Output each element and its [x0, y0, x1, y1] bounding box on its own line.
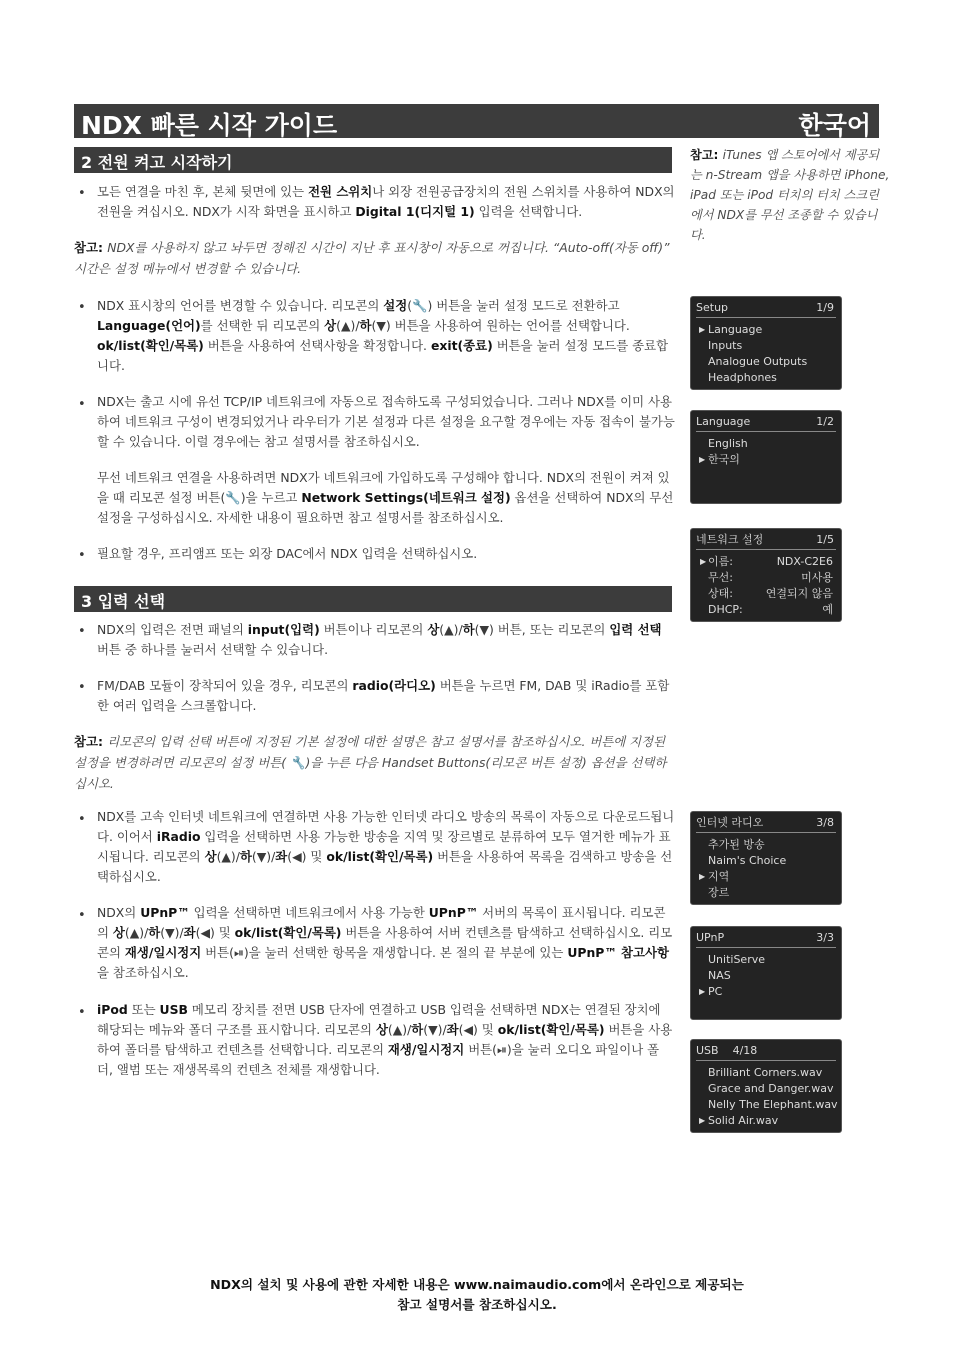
display-title: Language — [696, 415, 751, 428]
display-item: ▶ Solid Air.wav — [699, 1114, 779, 1127]
display-item: Analogue Outputs — [708, 355, 808, 368]
bullet: • — [78, 908, 86, 923]
display-title: Setup — [696, 301, 729, 314]
sec2-paragraph-language: NDX 표시창의 언어를 변경할 수 있습니다. 리모콘의 설정(🔧) 버튼을 눌러 설정 모드로 전환하고 Language(언어)를 선택한 뒤 리모콘의 상(▲)/하(▼) 버튼을 사용하여 원하는 언어를 선택합니다. ok/list(확인/목록) 버튼을 사용하여 선택사항을 확정합니다. exit(종료) 버튼을 눌러 설정 모드를 종료합니다. — [97, 298, 669, 373]
bullet: • — [78, 300, 86, 315]
footer-note — [0, 1275, 954, 1315]
section-3-title: 3 입력 선택 — [81, 592, 166, 611]
display-item: UnitiServe — [708, 953, 765, 966]
sec3-paragraph-2: FM/DAB 모듈이 장착되어 있을 경우, 리모콘의 radio(라디오) 버튼을 누르면 FM, DAB 및 iRadio를 포함한 여러 입력을 스크롤합니다. — [97, 678, 670, 713]
selection-arrow-icon: ▶ — [700, 557, 707, 566]
display-title: UPnP — [696, 931, 725, 944]
display-item: ▶ 한국의 — [699, 453, 740, 466]
sec3-note: 참고: 리모콘의 입력 선택 버튼에 지정된 기본 설정에 대한 설명은 참고 설명서를 참조하십시오. 버튼에 지정된 설정을 변경하려면 리모콘의 설정 버튼( 🔧)을 누른 다음 Handset Buttons(리모콘 버튼 설정) 옵션을 선택하십시오. — [74, 734, 667, 791]
sec2-paragraph-network: NDX는 출고 시에 유선 TCP/IP 네트워크에 자동으로 접속하도록 구성되었습니다. 그러나 NDX를 이미 사용하여 네트워크 구성이 변경되었거나 라우터가 기본 설정과 다른 설정을 요구할 경우에는 자동 접속이 불가능할 수 있습니다. 이럴 경우에는 참고 설명서를 참조하십시오. — [97, 394, 675, 449]
sec2-note: 참고: NDX를 사용하지 않고 놔두면 정해진 시간이 지난 후 표시창이 자동으로 꺼집니다. “Auto-off(자동 off)” 시간은 설정 메뉴에서 변경할 수 있습니다. — [74, 240, 670, 276]
display-header — [696, 414, 836, 432]
selection-arrow-icon: ▶ — [699, 1116, 706, 1125]
display-row: 무선: 미사용 — [708, 571, 833, 584]
language-label: 한국어 — [798, 111, 871, 140]
bullet: • — [78, 680, 86, 695]
section-2-header — [74, 147, 672, 173]
sec2-paragraph-dac: 필요할 경우, 프리앰프 또는 외장 DAC에서 NDX 입력을 선택하십시오. — [97, 546, 478, 561]
footer-line-1: NDX의 설치 및 사용에 관한 자세한 내용은 www.naimaudio.com에서 온라인으로 제공되는 — [210, 1277, 744, 1292]
display-page: 3/8 — [816, 816, 834, 829]
section-3-header — [74, 586, 672, 612]
display-item: Grace and Danger.wav — [708, 1082, 834, 1095]
display-upnp — [690, 926, 842, 1020]
selection-arrow-icon: ▶ — [699, 455, 706, 464]
display-setup — [690, 296, 842, 390]
display-item: ▶ 지역 — [699, 870, 730, 883]
side-note-nstream: 참고: iTunes 앱 스토어에서 제공되는 n-Stream 앱을 사용하면 iPhone, iPad 또는 iPod 터치의 터치 스크린에서 NDX를 무선 조종할 수 있습니다. — [690, 148, 890, 242]
page-title-bar — [74, 104, 879, 138]
display-page: 1/5 — [816, 533, 834, 546]
display-item: English — [708, 437, 748, 450]
display-page: 3/3 — [816, 931, 834, 944]
display-row: ▶ 이름: NDX-C2E6 — [700, 555, 833, 568]
display-title: 인터넷 라디오 — [696, 816, 764, 829]
display-header — [696, 930, 836, 948]
bullet: • — [78, 548, 86, 563]
page-title: NDX 빠른 시작 가이드 — [81, 111, 338, 140]
display-row: DHCP: 예 — [708, 603, 833, 616]
bullet: • — [78, 397, 86, 412]
display-language — [690, 410, 842, 504]
display-item: ▶ PC — [699, 985, 723, 998]
footer-line-2: 참고 설명서를 참조하십시오. — [397, 1297, 557, 1312]
display-usb — [690, 1039, 842, 1133]
display-header — [696, 1043, 836, 1061]
display-header — [696, 532, 836, 550]
display-page: 1/2 — [816, 415, 834, 428]
bullet: • — [78, 624, 86, 639]
display-item: Brilliant Corners.wav — [708, 1066, 823, 1079]
display-item: 장르 — [708, 886, 730, 899]
display-item: Headphones — [708, 371, 777, 384]
display-row: 상태: 연결되지 않음 — [708, 587, 833, 600]
display-page: 1/9 — [816, 301, 834, 314]
sec3-paragraph-upnp: NDX의 UPnP™ 입력을 선택하면 네트워크에서 사용 가능한 UPnP™ 서버의 목록이 표시됩니다. 리모콘의 상(▲)/하(▼)/좌(◀) 및 ok/list(확인/목록) 버튼을 사용하여 서버 컨텐츠를 탐색하고 선택하십시오. 리모콘의 재생/일시정지 버튼(⏯)을 눌러 선택한 항목을 재생합니다. 본 절의 끝 부분에 있는 UPnP™ 참고사항을 참조하십시오. — [97, 905, 673, 980]
display-item: Inputs — [708, 339, 743, 352]
section-2-title: 2 전원 켜고 시작하기 — [81, 153, 233, 172]
sec3-paragraph-usb: iPod 또는 USB 메모리 장치를 전면 USB 단자에 연결하고 USB 입력을 선택하면 NDX는 연결된 장치에 해당되는 메뉴와 폴더 구조를 표시합니다. 리모콘의 상(▲)/하(▼)/좌(◀) 및 ok/list(확인/목록) 버튼을 사용하여 폴더를 탐색하고 컨텐츠를 선택합니다. 리모콘의 재생/일시정지 버튼(⏯)을 눌러 오디오 파일이나 폴더, 앨범 또는 재생목록의 컨텐츠 전체를 재생합니다. — [97, 1002, 673, 1077]
display-item: NAS — [708, 969, 731, 982]
display-item: ▶ Language — [699, 323, 763, 336]
display-network-settings — [690, 528, 842, 622]
display-title: 네트워크 설정 — [696, 533, 764, 546]
display-internet-radio — [690, 811, 842, 905]
display-header — [696, 300, 836, 318]
bullet: • — [78, 812, 86, 827]
display-title: USB 4/18 — [696, 1044, 758, 1057]
bullet: • — [78, 186, 86, 201]
sec2-paragraph-wireless: 무선 네트워크 연결을 사용하려면 NDX가 네트워크에 가입하도록 구성해야 합니다. NDX의 전원이 켜져 있을 때 리모콘 설정 버튼(🔧)을 누르고 Network Settings(네트워크 설정) 옵션을 선택하여 NDX의 무선 설정을 구성하십시오. 자세한 내용이 필요하면 참고 설명서를 참조하십시오. — [97, 470, 674, 525]
display-item: 추가된 방송 — [708, 838, 765, 851]
display-item: Naim's Choice — [708, 854, 787, 867]
selection-arrow-icon: ▶ — [699, 872, 706, 881]
bullet: • — [78, 1005, 86, 1020]
display-item: Nelly The Elephant.wav — [708, 1098, 838, 1111]
sec3-paragraph-1: NDX의 입력은 전면 패널의 input(입력) 버튼이나 리모콘의 상(▲)/하(▼) 버튼, 또는 리모콘의 입력 선택 버튼 중 하나를 눌러서 선택할 수 있습니다. — [97, 622, 662, 657]
selection-arrow-icon: ▶ — [699, 325, 706, 334]
sec3-paragraph-iradio: NDX를 고속 인터넷 네트워크에 연결하면 사용 가능한 인터넷 라디오 방송의 목록이 자동으로 다운로드됩니다. 이어서 iRadio 입력을 선택하면 사용 가능한 방송을 지역 및 장르별로 분류하여 모두 열거한 메뉴가 표시됩니다. 리모콘의 상(▲)/하(▼)/좌(◀) 및 ok/list(확인/목록) 버튼을 사용하여 목록을 검색하고 방송을 선택하십시오. — [97, 809, 675, 884]
selection-arrow-icon: ▶ — [699, 987, 706, 996]
display-header — [696, 815, 836, 833]
sec2-paragraph-1: 모든 연결을 마친 후, 본체 뒷면에 있는 전원 스위치나 외장 전원공급장치의 전원 스위치를 사용하여 NDX의 전원을 켜십시오. NDX가 시작 화면을 표시하고 Digital 1(디지털 1) 입력을 선택합니다. — [97, 184, 675, 219]
